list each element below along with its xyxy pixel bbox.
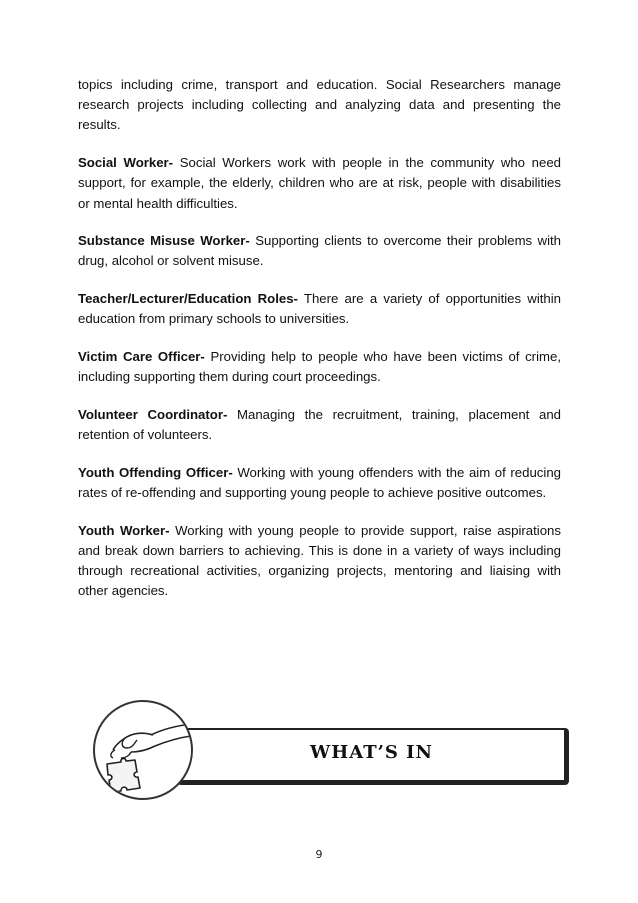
paragraph-youth-worker — [78, 521, 561, 602]
term: Youth Offending Officer- — [78, 464, 233, 480]
paragraph-volunteer-coordinator — [78, 405, 561, 445]
page-number: 9 — [315, 848, 323, 861]
term: Social Worker- — [78, 155, 174, 171]
banner-title: WHAT’S IN — [309, 742, 433, 763]
paragraph-substance-misuse-worker — [78, 231, 561, 271]
paragraph-social-researcher-cont — [78, 75, 561, 136]
description: Managing the recruitment, training, placement and retention of volunteers. — [78, 406, 561, 443]
description: Providing help to people who have been victims of crime, including supporting them during court proceedings. — [78, 349, 561, 385]
section-banner — [93, 700, 573, 800]
term: Youth Worker- — [78, 522, 170, 538]
term: Teacher/Lecturer/Education Roles- — [78, 291, 298, 307]
description: Supporting clients to overcome their problems with drug, alcohol or solvent misuse. — [78, 233, 561, 269]
paragraph-youth-offending-officer — [78, 463, 561, 503]
term: Victim Care Officer- — [78, 349, 205, 365]
hand-puzzle-piece-icon — [93, 700, 193, 800]
description: Working with young people to provide support, raise aspirations and break down barriers to achieving. This is done in a variety of ways including through recreational activities, organizing projects, mentoring and liaising with other agencies. — [78, 522, 561, 599]
description: topics including crime, transport and education. Social Researchers manage research projects including collecting and analyzing data and presenting the results. — [78, 77, 561, 133]
description: Social Workers work with people in the community who need support, for example, the elderly, children who are at risk, people with disabilities or mental health difficulties. — [78, 155, 561, 211]
description: Working with young offenders with the aim of reducing rates of re-offending and supporting young people to achieve positive outcomes. — [78, 464, 561, 501]
term: Substance Misuse Worker- — [78, 233, 250, 249]
banner-box — [177, 728, 569, 785]
paragraph-teacher-roles — [78, 289, 561, 329]
paragraph-victim-care-officer — [78, 347, 561, 387]
description: There are a variety of opportunities within education from primary schools to universities. — [78, 291, 562, 327]
term: Volunteer Coordinator- — [78, 406, 228, 422]
paragraph-social-worker — [78, 153, 561, 214]
body-text — [78, 75, 561, 619]
